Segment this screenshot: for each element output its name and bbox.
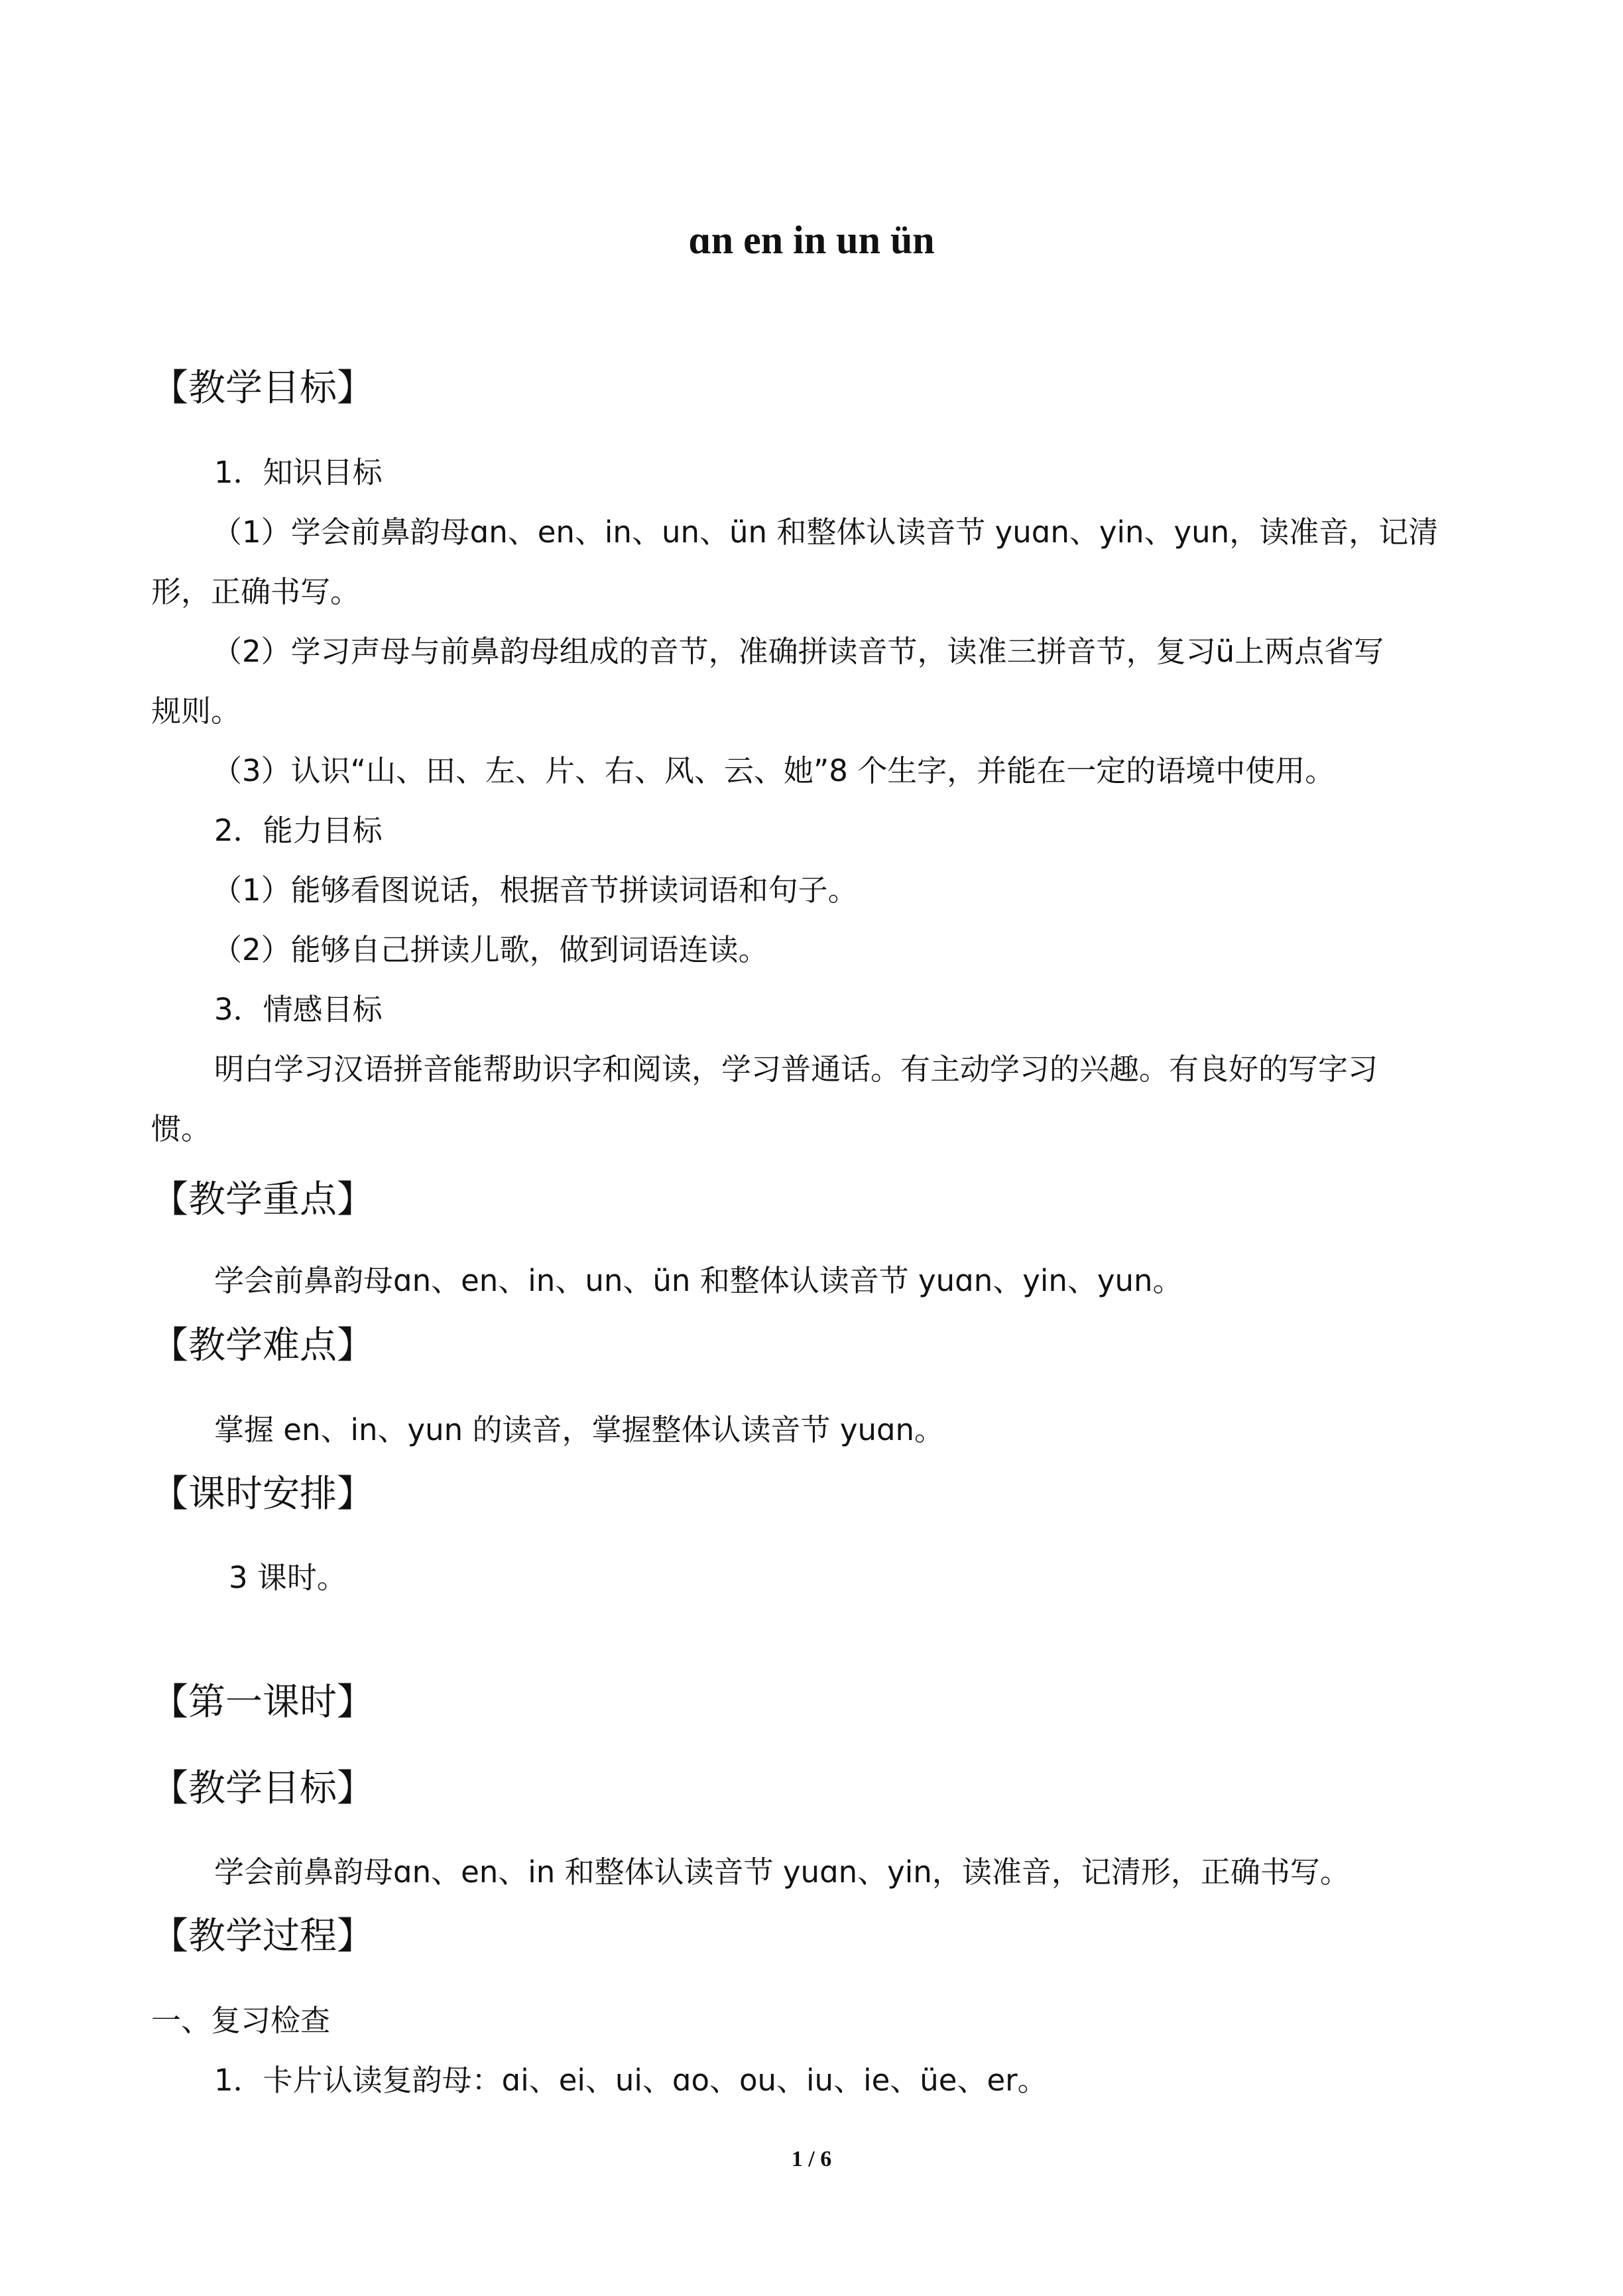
goal-emotion-title: 3．情感目标 [214, 992, 383, 1027]
heading-difficulties: 【教学难点】 [151, 1324, 374, 1367]
heading-schedule: 【课时安排】 [151, 1473, 374, 1516]
lesson-one-goals-text: 学会前鼻韵母ɑn、en、in 和整体认读音节 yuɑn、yin，读准音，记清形，正确书写。 [214, 1854, 1350, 1890]
goal-knowledge-2a: （2）学习声母与前鼻韵母组成的音节，准确拼读音节，读准三拼音节，复习ü上两点省写 [212, 634, 1384, 669]
review-item-1: 1．卡片认读复韵母：ɑi、ei、ui、ɑo、ou、iu、ie、üe、er。 [214, 2063, 1048, 2098]
key-points-text: 学会前鼻韵母ɑn、en、in、un、ün 和整体认读音节 yuɑn、yin、yun。 [214, 1263, 1183, 1298]
review-heading: 一、复习检查 [151, 2003, 331, 2038]
schedule-text: 3 课时。 [229, 1560, 347, 1595]
heading-key-points: 【教学重点】 [151, 1178, 374, 1221]
heading-lesson-one-goals: 【教学目标】 [151, 1767, 374, 1810]
heading-teaching-goals: 【教学目标】 [151, 367, 374, 410]
goal-ability-2: （2）能够自己拼读儿歌，做到词语连读。 [212, 932, 768, 967]
goal-emotion-a: 明白学习汉语拼音能帮助识字和阅读，学习普通话。有主动学习的兴趣。有良好的写字习 [214, 1052, 1378, 1087]
heading-process: 【教学过程】 [151, 1915, 374, 1958]
goal-knowledge-1b: 形，正确书写。 [151, 574, 361, 609]
goal-emotion-b: 惯。 [151, 1111, 211, 1146]
heading-lesson-one: 【第一课时】 [151, 1681, 374, 1724]
goal-ability-title: 2．能力目标 [214, 813, 383, 848]
page-title: ɑn en in un ün [688, 218, 935, 262]
goal-knowledge-1a: （1）学会前鼻韵母ɑn、en、in、un、ün 和整体认读音节 yuɑn、yin、yun，读准音，记清 [212, 514, 1439, 550]
goal-knowledge-2b: 规则。 [151, 694, 241, 729]
goal-ability-1: （1）能够看图说话，根据音节拼读词语和句子。 [212, 873, 858, 908]
goal-knowledge-title: 1．知识目标 [214, 455, 383, 490]
goal-knowledge-3: （3）认识“山、田、左、片、右、风、云、她”8 个生字，并能在一定的语境中使用。 [212, 753, 1335, 788]
difficulties-text: 掌握 en、in、yun 的读音，掌握整体认读音节 yuɑn。 [214, 1412, 945, 1447]
page-number: 1 / 6 [791, 2147, 832, 2171]
